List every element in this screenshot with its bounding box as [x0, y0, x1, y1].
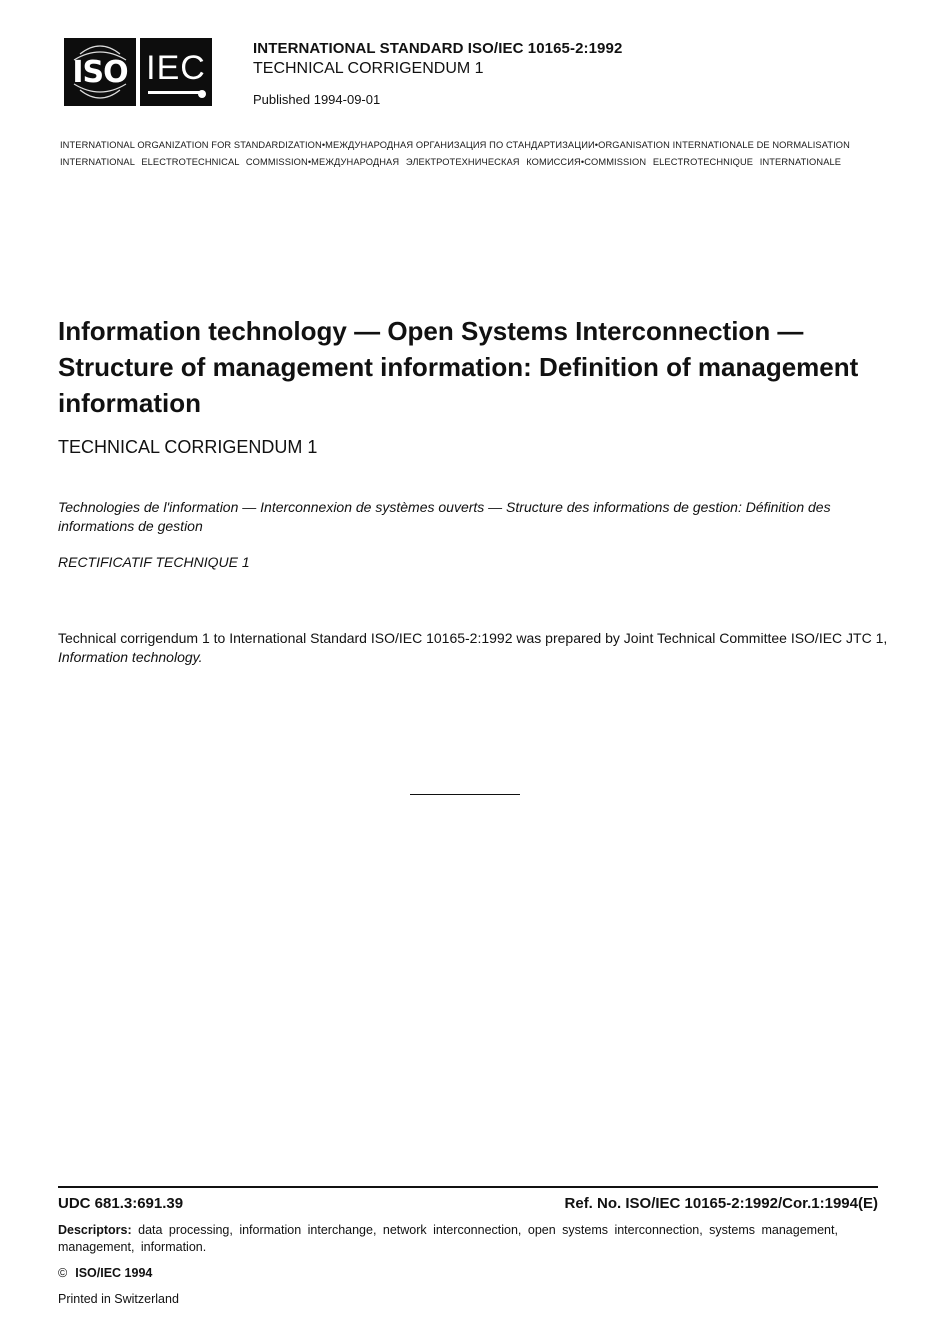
- corrigendum-label: TECHNICAL CORRIGENDUM 1: [253, 60, 484, 77]
- document-subtitle: TECHNICAL CORRIGENDUM 1: [58, 437, 318, 457]
- iec-logo-text: IEC: [146, 48, 206, 87]
- french-subtitle: RECTIFICATIF TECHNIQUE 1: [58, 554, 250, 570]
- standard-designation: INTERNATIONAL STANDARD ISO/IEC 10165-2:1992: [253, 40, 623, 57]
- descriptors-text: data processing, information interchange, network interconnection, open systems interconnection, systems management, management, information.: [58, 1223, 838, 1254]
- end-divider: [410, 794, 520, 795]
- iso-logo-text: ISO: [72, 54, 128, 90]
- printed-location: Printed in Switzerland: [58, 1292, 179, 1306]
- copyright-text: ISO/IEC 1994: [75, 1266, 153, 1280]
- iec-logo-dot: [198, 90, 206, 98]
- publication-date: Published 1994-09-01: [253, 92, 381, 107]
- french-title: Technologies de l'information — Interconnexion de systèmes ouverts — Structure des informations de gestion: Définition des informations de gestion: [58, 499, 831, 534]
- preparation-text: Technical corrigendum 1 to International Standard ISO/IEC 10165-2:1992 was prepared by Joint Technical Committee ISO/IEC JTC 1,: [58, 630, 888, 646]
- document-title: Information technology — Open Systems Interconnection — Structure of management information: Definition of management information: [58, 316, 859, 418]
- iso-iec-logo: [64, 38, 212, 106]
- descriptors: [58, 1222, 878, 1256]
- iso-logo: [64, 38, 136, 106]
- iec-logo-bar: [148, 91, 204, 94]
- iec-logo: [140, 38, 212, 106]
- descriptors-label: Descriptors:: [58, 1223, 132, 1237]
- copyright-notice: [58, 1266, 152, 1280]
- committee-name: Information technology.: [58, 649, 203, 665]
- organization-line-iec: INTERNATIONAL ELECTROTECHNICAL COMMISSION•МЕЖДУНАРОДНАЯ ЭЛЕКТРОТЕХНИЧЕСКАЯ КОМИССИЯ•COMMISSION ELECTROTECHNIQUE INTERNATIONALE: [60, 157, 842, 167]
- udc-number: UDC 681.3:691.39: [58, 1195, 184, 1212]
- footer-divider: [58, 1186, 878, 1188]
- preparation-note: [58, 629, 888, 667]
- organization-line-iso: INTERNATIONAL ORGANIZATION FOR STANDARDIZATION•МЕЖДУНАРОДНАЯ ОРГАНИЗАЦИЯ ПО СТАНДАРТИЗАЦИИ•ORGANISATION INTERNATIONALE DE NORMALISATION: [60, 140, 850, 150]
- copyright-symbol: ©: [58, 1266, 68, 1280]
- reference-number: Ref. No. ISO/IEC 10165-2:1992/Cor.1:1994(E): [564, 1195, 878, 1212]
